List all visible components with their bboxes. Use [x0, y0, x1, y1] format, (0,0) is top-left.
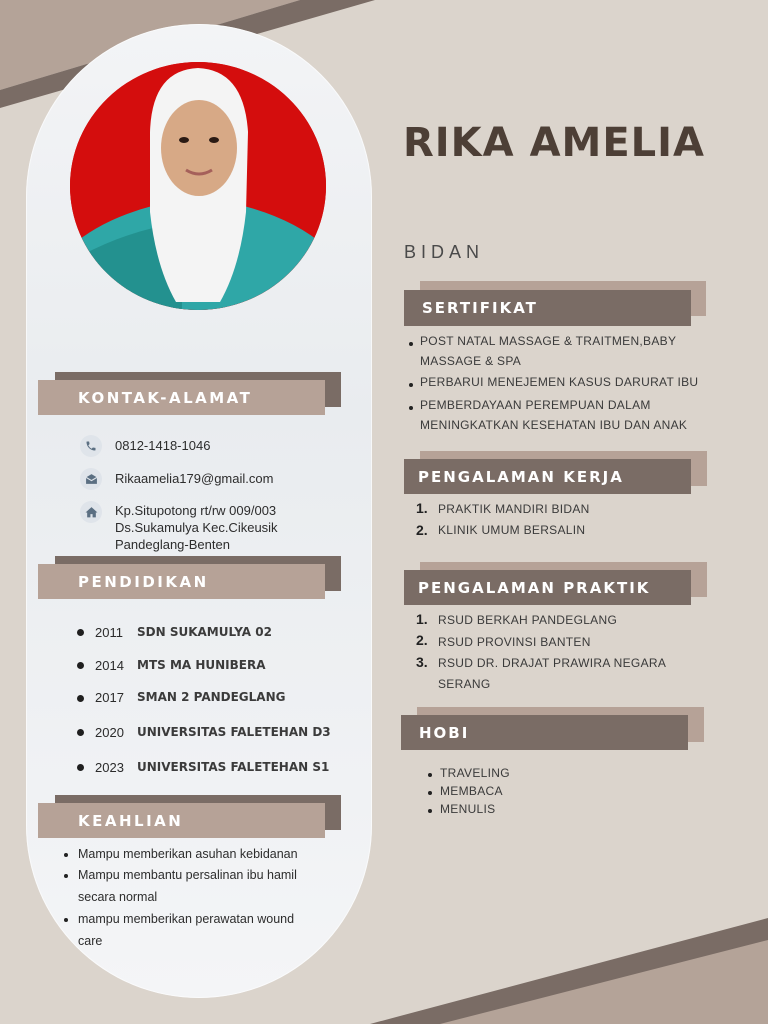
skills-header: KEAHLIAN — [38, 803, 325, 838]
practice-item: RSUD DR. DRAJAT PRAWIRA NEGARA — [438, 656, 667, 670]
practice-item: RSUD PROVINSI BANTEN — [438, 635, 591, 649]
edu-school: SMAN 2 PANDEGLANG — [137, 690, 286, 704]
cert-item-cont: MENINGKATKAN KESEHATAN IBU DAN ANAK — [420, 418, 688, 432]
list-bullet — [409, 383, 413, 387]
edu-school: SDN SUKAMULYA 02 — [137, 625, 272, 639]
list-bullet — [409, 342, 413, 346]
edu-school: MTS MA HUNIBERA — [137, 658, 266, 672]
list-bullet — [77, 629, 84, 636]
list-bullet — [77, 764, 84, 771]
hobby-header: HOBI — [401, 715, 688, 750]
hobby-item: TRAVELING — [440, 766, 510, 780]
profile-photo — [70, 62, 326, 310]
work-header: PENGALAMAN KERJA — [404, 459, 691, 494]
practice-item-cont: SERANG — [438, 677, 491, 691]
list-number: 1. — [416, 500, 428, 516]
skill-item: Mampu membantu persalinan ibu hamil — [78, 868, 297, 882]
profession: BIDAN — [404, 242, 485, 262]
phone-icon — [80, 435, 102, 457]
list-bullet — [409, 406, 413, 410]
list-bullet — [77, 662, 84, 669]
skill-item: mampu memberikan perawatan wound — [78, 912, 295, 926]
list-number: 2. — [416, 632, 428, 648]
edu-school: UNIVERSITAS FALETEHAN D3 — [137, 725, 331, 739]
list-number: 1. — [416, 611, 428, 627]
email-icon — [80, 468, 102, 490]
cert-item-cont: MASSAGE & SPA — [420, 354, 522, 368]
list-bullet — [64, 874, 68, 878]
list-bullet — [428, 809, 432, 813]
email-text: Rikaamelia179@gmail.com — [115, 471, 274, 486]
edu-year: 2020 — [95, 725, 124, 740]
edu-year: 2014 — [95, 658, 124, 673]
home-icon — [80, 501, 102, 523]
cert-item: POST NATAL MASSAGE & TRAITMEN,BABY — [420, 334, 677, 348]
work-item: KLINIK UMUM BERSALIN — [438, 523, 586, 537]
skill-item-cont: secara normal — [78, 890, 158, 904]
edu-year: 2011 — [95, 625, 123, 640]
edu-year: 2023 — [95, 760, 124, 775]
address-line-1: Kp.Situpotong rt/rw 009/003 — [115, 503, 277, 518]
list-bullet — [428, 791, 432, 795]
cert-item: PEMBERDAYAAN PEREMPUAN DALAM — [420, 398, 651, 412]
cert-item: PERBARUI MENEJEMEN KASUS DARURAT IBU — [420, 375, 699, 389]
skill-item: Mampu memberikan asuhan kebidanan — [78, 847, 298, 861]
skill-item-cont: care — [78, 934, 103, 948]
edu-school: UNIVERSITAS FALETEHAN S1 — [137, 760, 330, 774]
list-bullet — [64, 918, 68, 922]
list-bullet — [428, 773, 432, 777]
person-name: RIKA AMELIA — [403, 120, 705, 166]
hobby-item: MENULIS — [440, 802, 496, 816]
edu-year: 2017 — [95, 690, 124, 705]
phone-text: 0812-1418-1046 — [115, 438, 211, 453]
list-bullet — [77, 729, 84, 736]
practice-header: PENGALAMAN PRAKTIK — [404, 570, 691, 605]
list-bullet — [64, 853, 68, 857]
address-line-2: Ds.Sukamulya Kec.Cikeusik — [115, 520, 278, 535]
cert-header: SERTIFIKAT — [404, 290, 691, 326]
contact-header: KONTAK-ALAMAT — [38, 380, 325, 415]
address-line-3: Pandeglang-Benten — [115, 537, 230, 552]
practice-item: RSUD BERKAH PANDEGLANG — [438, 613, 618, 627]
list-bullet — [77, 695, 84, 702]
hobby-item: MEMBACA — [440, 784, 503, 798]
work-item: PRAKTIK MANDIRI BIDAN — [438, 502, 590, 516]
list-number: 3. — [416, 654, 428, 670]
education-header: PENDIDIKAN — [38, 564, 325, 599]
list-number: 2. — [416, 522, 428, 538]
